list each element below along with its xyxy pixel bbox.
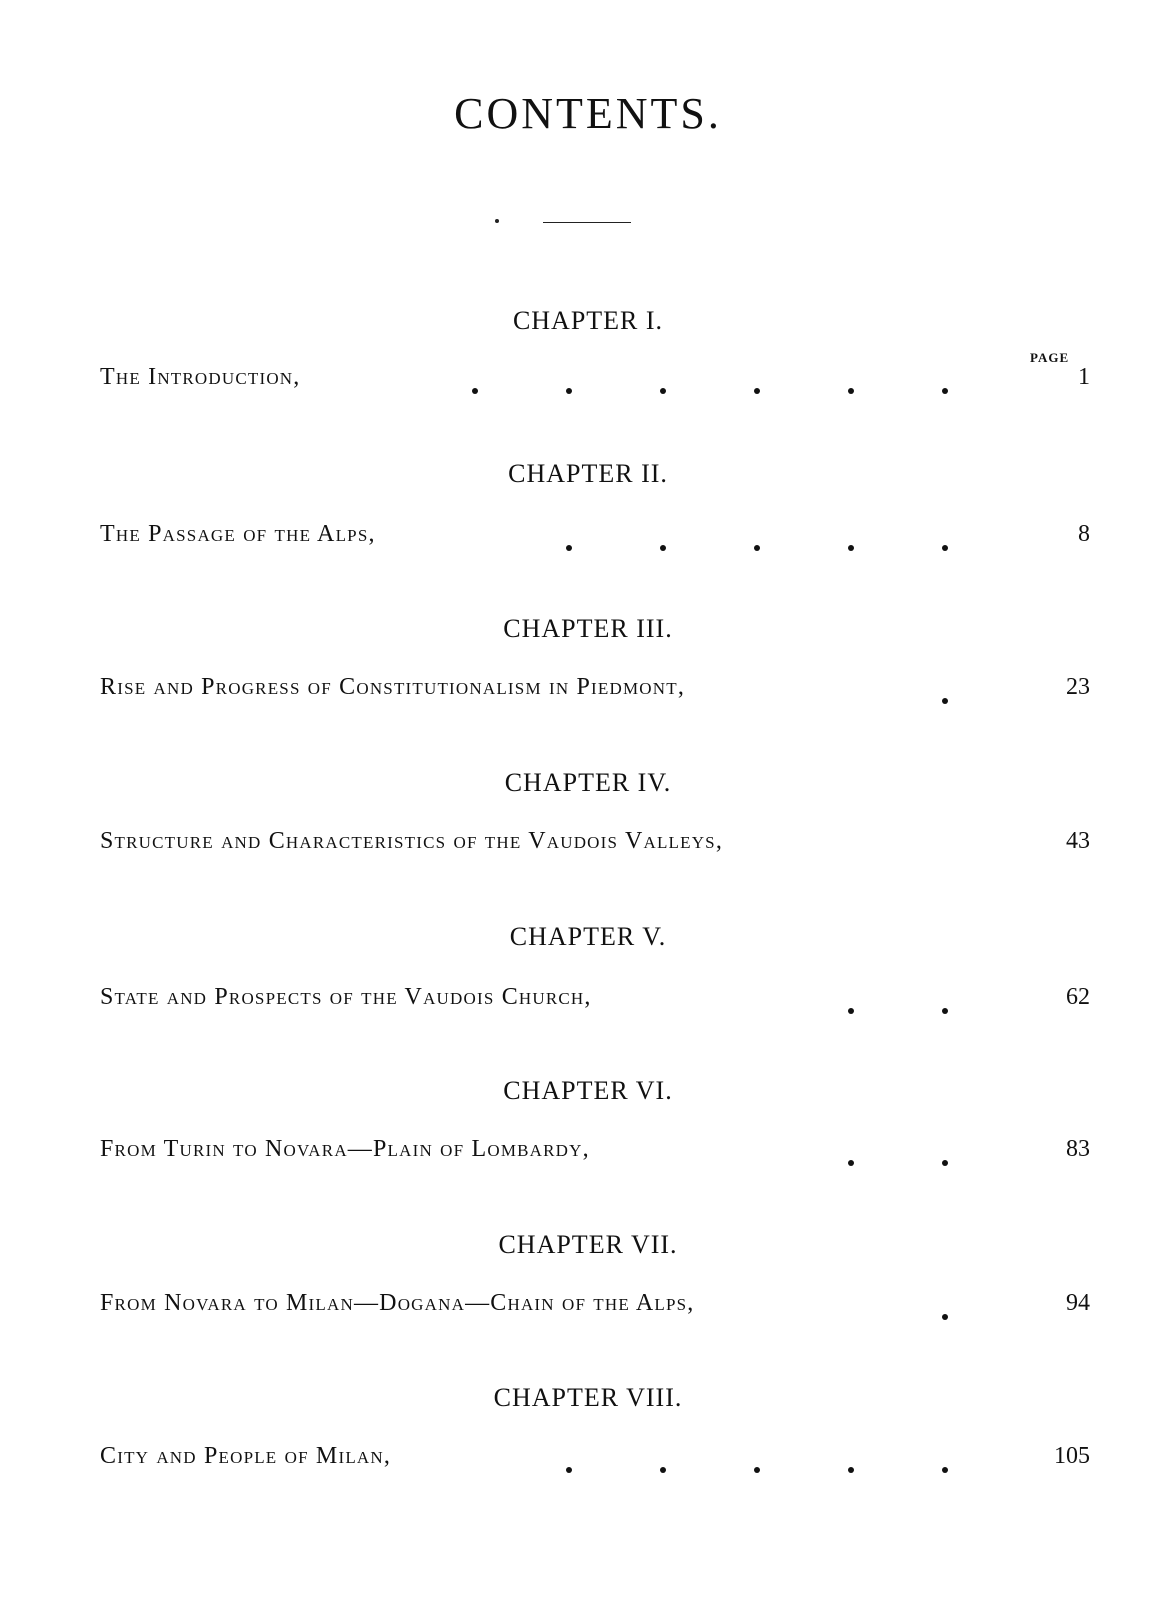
toc-entry-title: The Passage of the Alps,	[100, 521, 376, 547]
toc-entry-page: 83	[1066, 1136, 1090, 1162]
leader-dot	[848, 1467, 854, 1473]
chapter-heading: CHAPTER IV.	[504, 768, 672, 797]
leader-dot	[660, 545, 666, 551]
leader-dot	[848, 1160, 854, 1166]
toc-entry[interactable]	[100, 521, 1090, 557]
toc-entry-title: State and Prospects of the Vaudois Church,	[100, 984, 592, 1010]
leader-dot	[942, 698, 948, 704]
leader-dot	[660, 1467, 666, 1473]
toc-entry-title: From Turin to Novara—Plain of Lombardy,	[100, 1136, 590, 1162]
toc-entry[interactable]	[100, 1136, 1090, 1172]
chapter-heading: CHAPTER II.	[508, 459, 668, 488]
toc-entry-title: The Introduction,	[100, 364, 301, 390]
toc-entry-title: Structure and Characteristics of the Vaudois Valleys,	[100, 828, 724, 854]
leader-dot	[660, 388, 666, 394]
toc-entry-page: 23	[1066, 674, 1090, 700]
leader-dot	[566, 1467, 572, 1473]
toc-entry-title: From Novara to Milan—Dogana—Chain of the Alps,	[100, 1290, 695, 1316]
toc-entry[interactable]	[100, 1290, 1090, 1326]
leader-dot	[942, 1314, 948, 1320]
chapter-heading: CHAPTER III.	[503, 614, 673, 643]
toc-entry-page: 62	[1066, 984, 1090, 1010]
leader-dot	[942, 1467, 948, 1473]
toc-entry-page: 94	[1066, 1290, 1090, 1316]
leader-dot	[754, 545, 760, 551]
leader-dot	[754, 388, 760, 394]
leader-dot	[472, 388, 478, 394]
toc-entry-page: 1	[1078, 364, 1090, 390]
leader-dot	[566, 388, 572, 394]
leader-dot	[848, 545, 854, 551]
page-title: CONTENTS.	[454, 89, 722, 138]
chapter-heading: CHAPTER VIII.	[493, 1383, 683, 1412]
toc-entry-page: 105	[1054, 1443, 1090, 1469]
leader-dot	[942, 1160, 948, 1166]
leader-dot	[566, 545, 572, 551]
page-column-label: PAGE	[1030, 350, 1070, 365]
toc-entry[interactable]	[100, 828, 1090, 864]
toc-entry-page: 8	[1078, 521, 1090, 547]
title-divider	[543, 222, 631, 223]
toc-entry[interactable]	[100, 674, 1090, 710]
chapter-heading: CHAPTER V.	[509, 922, 667, 951]
chapter-heading: CHAPTER VII.	[498, 1230, 678, 1259]
chapter-heading: CHAPTER I.	[512, 306, 664, 335]
toc-entry[interactable]	[100, 1443, 1090, 1479]
leader-dot	[942, 1008, 948, 1014]
toc-entry-page: 43	[1066, 828, 1090, 854]
toc-entry-title: Rise and Progress of Constitutionalism in Piedmont,	[100, 674, 686, 700]
leader-dot	[848, 1008, 854, 1014]
leader-dot	[754, 1467, 760, 1473]
toc-entry-title: City and People of Milan,	[100, 1443, 392, 1469]
leader-dot	[942, 388, 948, 394]
leader-dot	[848, 388, 854, 394]
toc-entry[interactable]	[100, 984, 1090, 1020]
leader-dot	[942, 545, 948, 551]
title-ornament-dot	[495, 219, 499, 223]
toc-entry[interactable]	[100, 364, 1090, 400]
chapter-heading: CHAPTER VI.	[503, 1076, 673, 1105]
